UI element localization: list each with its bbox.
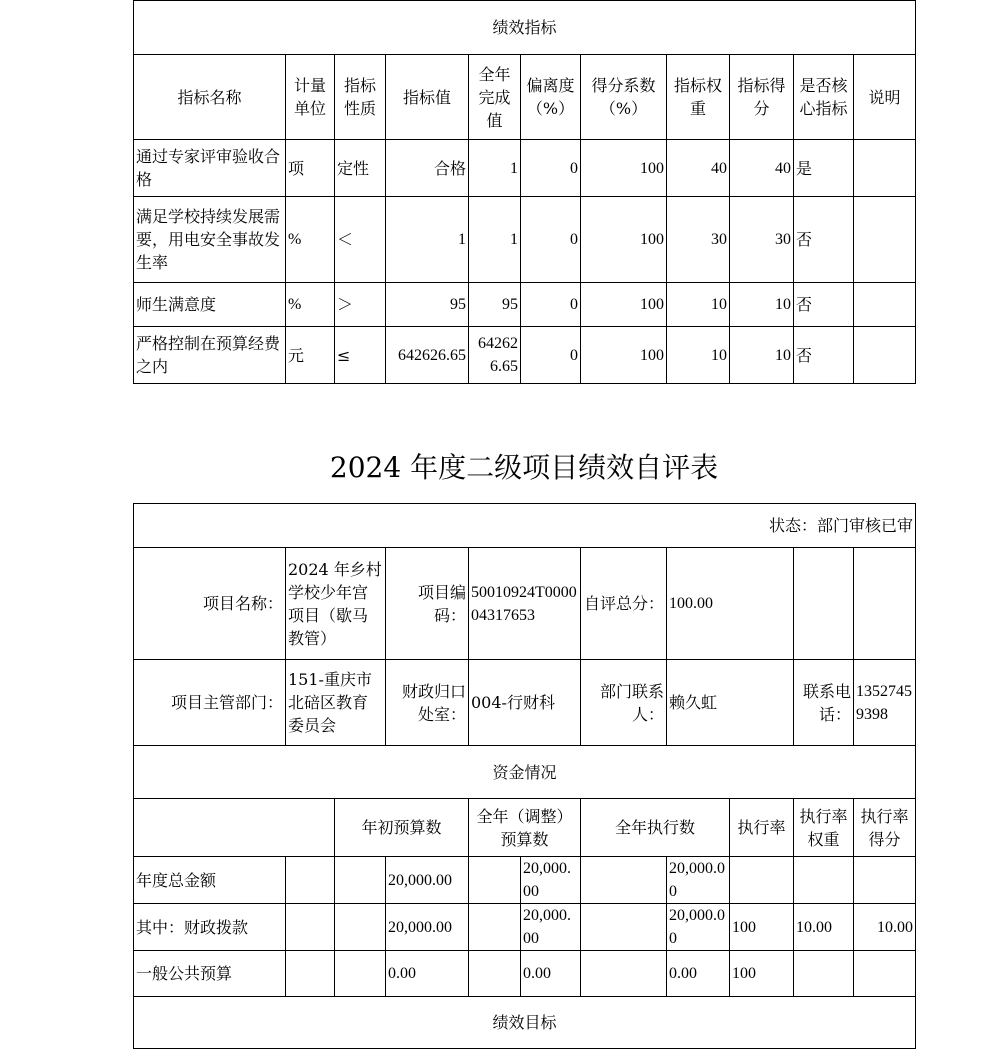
empty-cell	[134, 799, 335, 857]
indicator-value: 95	[386, 283, 469, 327]
table-row	[134, 283, 916, 327]
indicator-name: 通过专家评审验收合格	[134, 140, 286, 197]
unit: %	[286, 283, 335, 327]
unit: %	[286, 197, 335, 283]
rate-weight	[794, 951, 854, 997]
phone-value: 13527459398	[854, 660, 916, 746]
rate-score: 10.00	[854, 904, 916, 951]
header-cell: 是否核心指标	[794, 55, 854, 140]
execution-rate: 100	[730, 904, 794, 951]
note	[854, 197, 916, 283]
rate-score	[854, 857, 916, 904]
completed-value: 1	[469, 140, 521, 197]
finance-label: 财政归口处室：	[386, 660, 469, 746]
table-row	[134, 197, 916, 283]
funds-row-label: 其中：财政拨款	[134, 904, 286, 951]
weight: 40	[667, 140, 730, 197]
self-evaluation-form-table	[133, 503, 916, 1049]
header-cell: 全年完成值	[469, 55, 521, 140]
table-row	[134, 904, 916, 951]
empty-cell	[335, 904, 386, 951]
section-title: 绩效指标	[134, 1, 916, 55]
note	[854, 140, 916, 197]
dept-value: 151-重庆市北碚区教育委员会	[286, 660, 386, 746]
empty-cell	[469, 857, 521, 904]
note	[854, 283, 916, 327]
empty-cell	[286, 951, 335, 997]
adjusted-budget: 0.00	[521, 951, 581, 997]
empty-cell	[286, 857, 335, 904]
completed-value: 95	[469, 283, 521, 327]
funds-row-label: 年度总金额	[134, 857, 286, 904]
header-cell: 指标性质	[335, 55, 386, 140]
executed-amount: 0.00	[667, 951, 730, 997]
header-cell: 执行率得分	[854, 799, 916, 857]
funds-row-label: 一般公共预算	[134, 951, 286, 997]
unit: 项	[286, 140, 335, 197]
self-score-label: 自评总分：	[581, 548, 667, 660]
deviation: 0	[521, 140, 581, 197]
header-row	[134, 55, 916, 140]
header-cell: 指标得分	[730, 55, 794, 140]
empty-cell	[286, 904, 335, 951]
empty-cell	[854, 548, 916, 660]
completed-value: 642626.65	[469, 327, 521, 384]
rate-weight	[794, 857, 854, 904]
nature: ＞	[335, 283, 386, 327]
header-cell: 说明	[854, 55, 916, 140]
adjusted-budget: 20,000.00	[521, 857, 581, 904]
status-text: 状态：部门审核已审	[134, 504, 916, 548]
score: 10	[730, 283, 794, 327]
indicator-name: 严格控制在预算经费之内	[134, 327, 286, 384]
indicator-value: 1	[386, 197, 469, 283]
header-cell: 得分系数（%）	[581, 55, 667, 140]
performance-indicator-table	[133, 0, 916, 384]
funds-section-title: 资金情况	[134, 746, 916, 799]
note	[854, 327, 916, 384]
empty-cell	[581, 951, 667, 997]
is-core: 否	[794, 283, 854, 327]
header-cell: 指标值	[386, 55, 469, 140]
header-cell: 年初预算数	[335, 799, 469, 857]
is-core: 否	[794, 197, 854, 283]
score-coefficient: 100	[581, 197, 667, 283]
deviation: 0	[521, 197, 581, 283]
empty-cell	[581, 904, 667, 951]
phone-label: 联系电话：	[794, 660, 854, 746]
goals-section-title: 绩效目标	[134, 997, 916, 1049]
indicator-name: 满足学校持续发展需要，用电安全事故发生率	[134, 197, 286, 283]
header-cell: 执行率	[730, 799, 794, 857]
executed-amount: 20,000.00	[667, 904, 730, 951]
weight: 10	[667, 327, 730, 384]
table-row	[134, 327, 916, 384]
empty-cell	[581, 857, 667, 904]
indicator-value: 642626.65	[386, 327, 469, 384]
funds-header-row	[134, 799, 916, 857]
contact-label: 部门联系人：	[581, 660, 667, 746]
is-core: 是	[794, 140, 854, 197]
empty-cell	[794, 548, 854, 660]
header-cell: 偏离度（%）	[521, 55, 581, 140]
header-cell: 计量单位	[286, 55, 335, 140]
self-score-value: 100.00	[667, 548, 794, 660]
department-info-row	[134, 660, 916, 746]
header-cell: 执行率权重	[794, 799, 854, 857]
project-info-row	[134, 548, 916, 660]
dept-label: 项目主管部门：	[134, 660, 286, 746]
table-row	[134, 140, 916, 197]
finance-value: 004-行财科	[469, 660, 581, 746]
initial-budget: 20,000.00	[386, 904, 469, 951]
deviation: 0	[521, 327, 581, 384]
initial-budget: 0.00	[386, 951, 469, 997]
rate-score	[854, 951, 916, 997]
score-coefficient: 100	[581, 327, 667, 384]
score: 40	[730, 140, 794, 197]
executed-amount: 20,000.00	[667, 857, 730, 904]
deviation: 0	[521, 283, 581, 327]
score: 30	[730, 197, 794, 283]
project-code-value: 50010924T000004317653	[469, 548, 581, 660]
nature: ＜	[335, 197, 386, 283]
table-row	[134, 951, 916, 997]
rate-weight: 10.00	[794, 904, 854, 951]
is-core: 否	[794, 327, 854, 384]
header-cell: 指标名称	[134, 55, 286, 140]
weight: 30	[667, 197, 730, 283]
nature: ≤	[335, 327, 386, 384]
adjusted-budget: 20,000.00	[521, 904, 581, 951]
project-name-value: 2024 年乡村学校少年宫项目（歇马教管）	[286, 548, 386, 660]
score-coefficient: 100	[581, 283, 667, 327]
header-cell: 全年（调整）预算数	[469, 799, 581, 857]
empty-cell	[335, 857, 386, 904]
table-row	[134, 857, 916, 904]
project-name-label: 项目名称：	[134, 548, 286, 660]
project-code-label: 项目编码：	[386, 548, 469, 660]
contact-value: 赖久虹	[667, 660, 794, 746]
initial-budget: 20,000.00	[386, 857, 469, 904]
execution-rate: 100	[730, 951, 794, 997]
indicator-name: 师生满意度	[134, 283, 286, 327]
completed-value: 1	[469, 197, 521, 283]
execution-rate	[730, 857, 794, 904]
empty-cell	[469, 904, 521, 951]
page-title: 2024 年度二级项目绩效自评表	[329, 451, 719, 484]
weight: 10	[667, 283, 730, 327]
empty-cell	[335, 951, 386, 997]
nature: 定性	[335, 140, 386, 197]
unit: 元	[286, 327, 335, 384]
header-cell: 全年执行数	[581, 799, 730, 857]
indicator-value: 合格	[386, 140, 469, 197]
header-cell: 指标权重	[667, 55, 730, 140]
score: 10	[730, 327, 794, 384]
empty-cell	[469, 951, 521, 997]
score-coefficient: 100	[581, 140, 667, 197]
